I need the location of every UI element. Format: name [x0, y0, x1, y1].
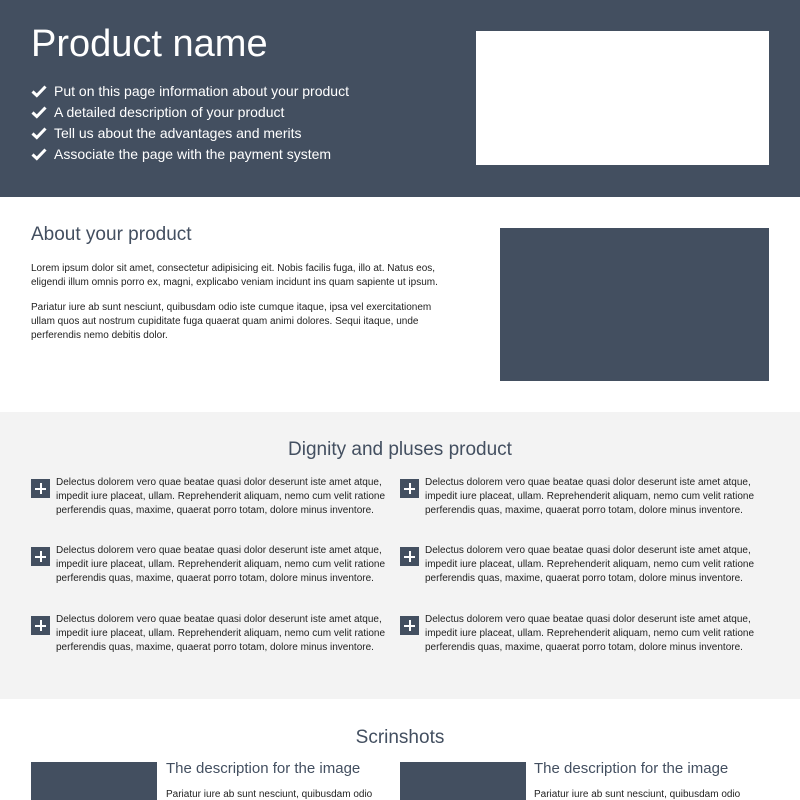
screenshot-caption: The description for the image [534, 760, 729, 777]
about-paragraph: Pariatur iure ab sunt nesciunt, quibusdam odio iste cumque itaque, ipsa vel exercitationem ullam quos aut nostrum cupiditate fuga quaerat quam animi dolores. Sequi itaque, unde perferendis nemo debitis dolor. [31, 302, 432, 341]
plus-item-text: Delectus dolorem vero quae beatae quasi dolor deserunt iste amet atque, impedit iure placeat, ullam. Reprehenderit aliquam, nemo cum velit ratione perferendis quas, maxime, quaerat porro totam, dolore minus inventore. [56, 477, 386, 516]
product-image-placeholder [476, 31, 769, 165]
plus-icon [31, 547, 50, 566]
about-paragraph: Lorem ipsum dolor sit amet, consectetur adipisicing eit. Nobis facilis fuga, illo at. Natus eos, eligendi illum omnis porro ex, magni, explicabo veniam incidunt ins quam sapiente ut ipsum. [31, 263, 438, 288]
check-icon [31, 147, 47, 161]
plus-item-text: Delectus dolorem vero quae beatae quasi dolor deserunt iste amet atque, impedit iure placeat, ullam. Reprehenderit aliquam, nemo cum velit ratione perferendis quas, maxime, quaerat porro totam, dolore minus inventore. [425, 477, 755, 516]
screenshots-title: Scrinshots [355, 727, 445, 748]
plus-item-text: Delectus dolorem vero quae beatae quasi dolor deserunt iste amet atque, impedit iure placeat, ullam. Reprehenderit aliquam, nemo cum velit ratione perferendis quas, maxime, quaerat porro totam, dolore minus inventore. [425, 545, 755, 584]
about-image-placeholder [500, 228, 769, 381]
feature-item [31, 122, 349, 143]
plus-icon [400, 616, 419, 635]
plus-icon [400, 479, 419, 498]
feature-list [31, 80, 349, 164]
plus-item-text: Delectus dolorem vero quae beatae quasi dolor deserunt iste amet atque, impedit iure placeat, ullam. Reprehenderit aliquam, nemo cum velit ratione perferendis quas, maxime, quaerat porro totam, dolore minus inventore. [56, 614, 386, 653]
about-description [31, 262, 443, 343]
dignity-title: Dignity and pluses product [288, 439, 512, 460]
plus-item-text: Delectus dolorem vero quae beatae quasi dolor deserunt iste amet atque, impedit iure placeat, ullam. Reprehenderit aliquam, nemo cum velit ratione perferendis quas, maxime, quaerat porro totam, dolore minus inventore. [425, 614, 755, 653]
plus-icon [31, 616, 50, 635]
product-title: Product name [31, 23, 268, 65]
check-icon [31, 126, 47, 140]
check-icon [31, 84, 47, 98]
feature-text: Tell us about the advantages and merits [54, 124, 302, 141]
feature-text: Associate the page with the payment system [54, 145, 332, 162]
plus-icon [400, 547, 419, 566]
feature-text: Put on this page information about your product [54, 82, 349, 99]
about-title: About your product [31, 224, 192, 245]
dignity-section [0, 412, 800, 699]
screenshot-text: Pariatur iure ab sunt nesciunt, quibusdam odio [534, 789, 741, 800]
screenshot-image[interactable] [31, 762, 157, 800]
hero-section [0, 0, 800, 197]
feature-item [31, 101, 349, 122]
screenshot-image[interactable] [400, 762, 526, 800]
feature-item [31, 143, 349, 164]
check-icon [31, 105, 47, 119]
feature-item [31, 80, 349, 101]
plus-item-text: Delectus dolorem vero quae beatae quasi dolor deserunt iste amet atque, impedit iure placeat, ullam. Reprehenderit aliquam, nemo cum velit ratione perferendis quas, maxime, quaerat porro totam, dolore minus inventore. [56, 545, 386, 584]
feature-text: A detailed description of your product [54, 103, 285, 120]
plus-icon [31, 479, 50, 498]
screenshot-text: Pariatur iure ab sunt nesciunt, quibusdam odio [166, 789, 373, 800]
screenshot-caption: The description for the image [166, 760, 361, 777]
